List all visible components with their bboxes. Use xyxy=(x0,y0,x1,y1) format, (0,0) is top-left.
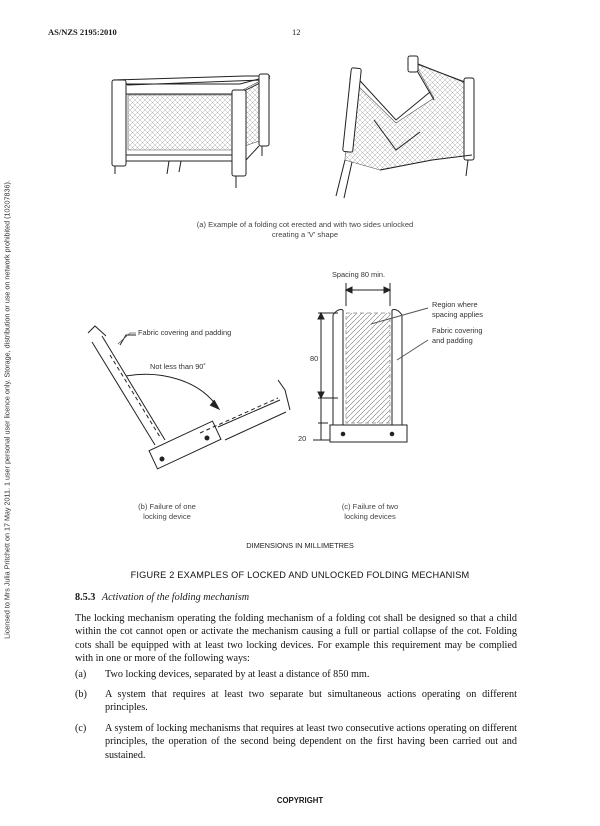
label-region xyxy=(432,300,483,320)
label-angle: Not less than 90˚ xyxy=(150,362,206,371)
list-item-c xyxy=(75,722,517,762)
list-item-b xyxy=(75,688,517,715)
label-fabric-c-line1: Fabric covering xyxy=(432,326,483,335)
caption-a xyxy=(150,220,460,240)
caption-a-line1: (a) Example of a folding cot erected and with two sides unlocked xyxy=(196,220,414,229)
failure-one-device-drawing xyxy=(88,326,290,469)
list-text-c: A system of locking mechanisms that requires at least two consecutive actions operating on different principles, the operation of the second being dependent on the first having been carried out and sustained. xyxy=(105,723,517,761)
section-title: Activation of the folding mechanism xyxy=(101,592,250,603)
failure-two-devices-drawing xyxy=(313,283,428,442)
caption-b xyxy=(112,502,222,522)
list-marker-b: (b) xyxy=(75,689,87,700)
dimension-80: 80 xyxy=(310,354,319,363)
cot-erected-drawing xyxy=(112,74,270,188)
list-text-b: A system that requires at least two separate but simultaneous actions operating on different principles. xyxy=(105,689,517,714)
label-fabric-covering-c xyxy=(432,326,483,346)
standard-number: AS/NZS 2195:2010 xyxy=(48,27,117,37)
caption-c-line1: (c) Failure of two xyxy=(341,502,399,511)
licence-side-note: Licensed to Mrs Julia Pritchett on 17 May 2011. 1 user personal user licence only. Storage, distribution or use on network prohibited (10207836). xyxy=(2,180,12,639)
copyright-footer: COPYRIGHT xyxy=(276,796,324,805)
cot-v-shape-drawing xyxy=(336,56,474,198)
caption-c-line2: locking devices xyxy=(344,512,396,521)
page-number: 12 xyxy=(292,27,301,37)
label-region-line1: Region where xyxy=(432,300,478,309)
label-fabric-covering-b: Fabric covering and padding xyxy=(138,328,232,337)
list-marker-a: (a) xyxy=(75,669,87,680)
list-marker-c: (c) xyxy=(75,723,87,734)
label-spacing: Spacing 80 min. xyxy=(332,270,385,279)
section-paragraph: The locking mechanism operating the folding mechanism of a folding cot shall be designed so that a child within the cot cannot open or activate the mechanism causing a full or partial collapse of the cot. Folding cots shall be equipped with at least two locking devices. For example this requirement may be complied with in one or more of the following ways: xyxy=(75,613,517,665)
caption-a-line2: creating a 'V' shape xyxy=(271,230,339,239)
dimensions-note: DIMENSIONS IN MILLIMETRES xyxy=(246,541,354,550)
dimension-20: 20 xyxy=(298,434,307,443)
label-fabric-c-line2: and padding xyxy=(432,336,473,345)
caption-c xyxy=(310,502,430,522)
list-item-a xyxy=(75,668,517,681)
label-region-line2: spacing applies xyxy=(432,310,483,319)
caption-b-line1: (b) Failure of one xyxy=(138,502,196,511)
list-text-a: Two locking devices, separated by at least a distance of 850 mm. xyxy=(105,669,370,680)
caption-b-line2: locking device xyxy=(143,512,191,521)
section-heading xyxy=(75,592,249,603)
section-number: 8.5.3 xyxy=(75,592,96,603)
figure-title: FIGURE 2 EXAMPLES OF LOCKED AND UNLOCKED FOLDING MECHANISM xyxy=(130,570,470,580)
